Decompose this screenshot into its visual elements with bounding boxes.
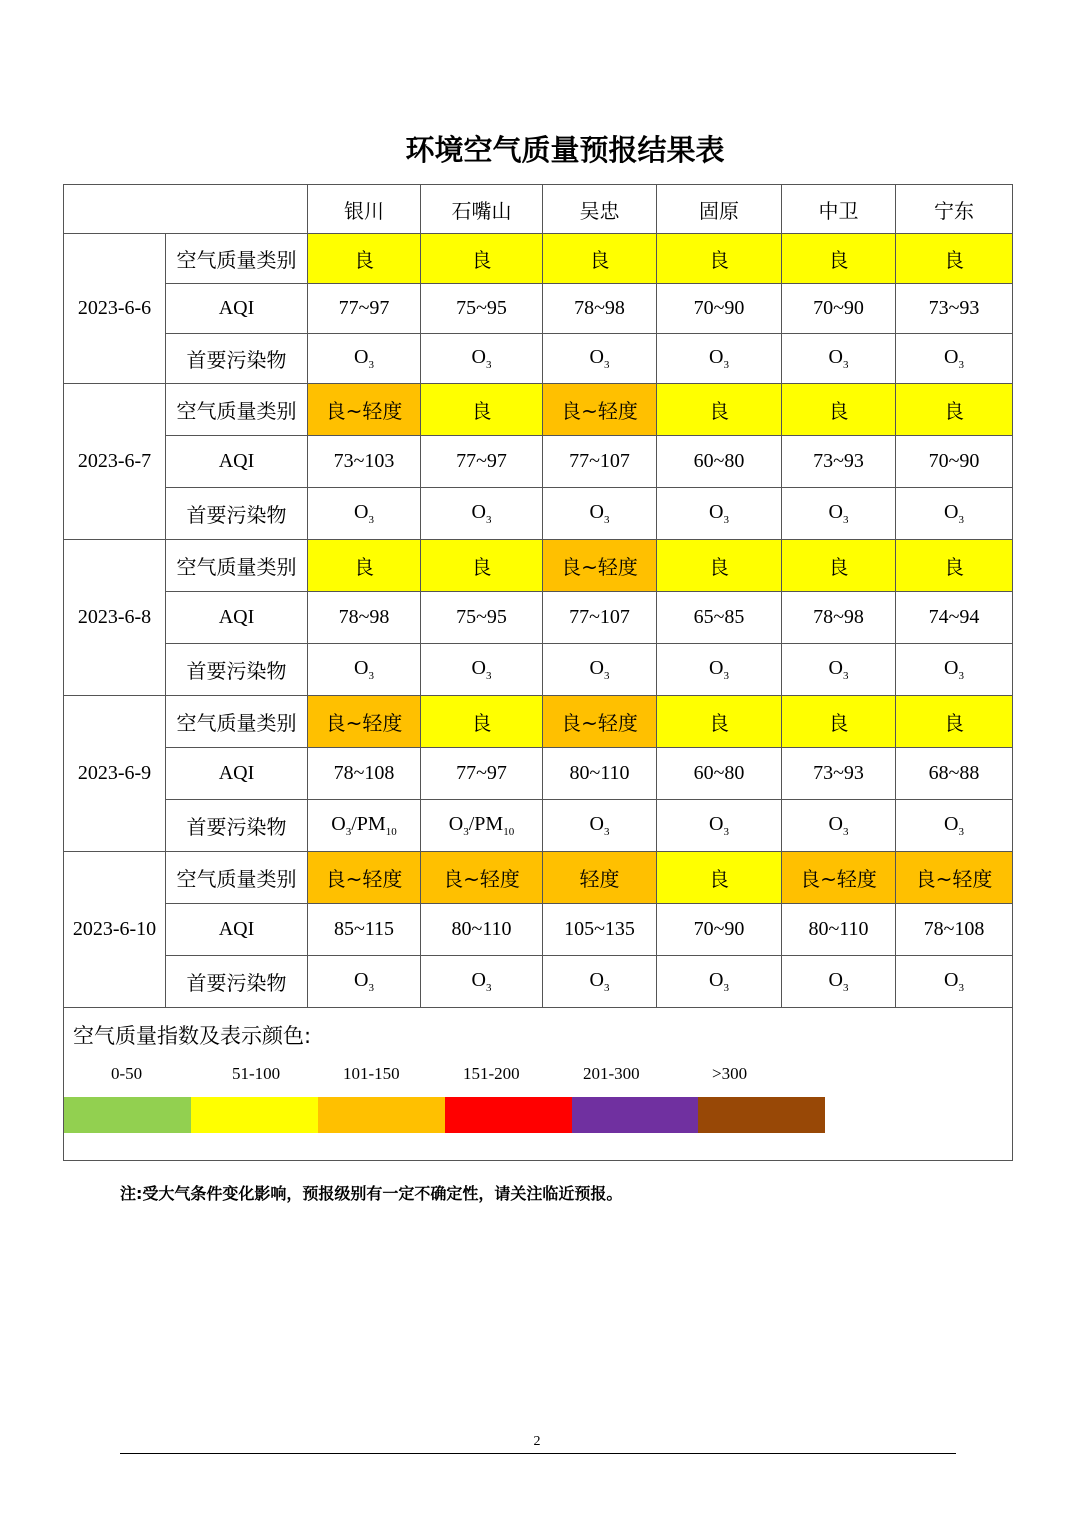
pollutant-main: O: [354, 969, 369, 991]
category-cell: 良~轻度: [543, 696, 657, 748]
aqi-cell: 78~108: [896, 904, 1013, 956]
legend-color-swatch: [191, 1097, 318, 1133]
forecast-row-category: [64, 234, 1013, 284]
pollutant-sub: 3: [958, 826, 964, 838]
pollutant-sub: 3: [842, 670, 849, 682]
pollutant-cell: [543, 488, 657, 540]
category-cell: 良: [896, 540, 1013, 592]
pollutant-cell: [782, 800, 896, 852]
pollutant-sub: 3: [485, 359, 492, 371]
forecast-table: [63, 184, 1013, 1161]
category-cell: 良: [782, 384, 896, 436]
pollutant-sub: 3: [368, 670, 374, 682]
page-title: 环境空气质量预报结果表: [405, 133, 725, 167]
forecast-row-aqi: [64, 748, 1013, 800]
pollutant-main: O: [709, 501, 724, 523]
aqi-cell: 78~98: [308, 592, 421, 644]
category-cell: 良: [782, 234, 896, 284]
pollutant-sub: 3: [603, 826, 610, 838]
pollutant-sub: 3: [842, 982, 849, 994]
pollutant-cell: [421, 800, 543, 852]
pollutant-sub: 3: [958, 514, 964, 526]
forecast-date: 2023-6-6: [64, 234, 166, 384]
pollutant-cell: [896, 334, 1013, 384]
forecast-row-pollutant: [64, 488, 1013, 540]
forecast-date: 2023-6-8: [64, 540, 166, 696]
legend-color-swatch: [572, 1097, 699, 1133]
aqi-cell: 75~95: [421, 284, 543, 334]
forecast-row-aqi: [64, 904, 1013, 956]
pollutant-main: O: [471, 501, 486, 523]
forecast-date: 2023-6-10: [64, 852, 166, 1008]
pollutant-cell: [896, 956, 1013, 1008]
aqi-cell: 65~85: [657, 592, 782, 644]
category-cell: 良: [896, 234, 1013, 284]
category-cell: 良: [782, 696, 896, 748]
forecast-date: 2023-6-9: [64, 696, 166, 852]
legend-range-label: >300: [712, 1064, 748, 1083]
aqi-cell: 77~97: [308, 284, 421, 334]
pollutant-sub: 3: [603, 514, 610, 526]
pollutant-main: O: [828, 969, 843, 991]
aqi-cell: 75~95: [421, 592, 543, 644]
pollutant-main: O: [589, 657, 604, 679]
pollutant-extra-sub: 10: [503, 826, 515, 838]
pollutant-cell: [421, 644, 543, 696]
pollutant-cell: [308, 956, 421, 1008]
legend-color-swatch: [318, 1097, 445, 1133]
city-header: 宁东: [896, 185, 1013, 234]
pollutant-cell: [896, 644, 1013, 696]
aqi-cell: 77~97: [421, 748, 543, 800]
legend-range-label: 101-150: [343, 1064, 400, 1083]
pollutant-sub: 3: [368, 359, 374, 371]
pollutant-cell: [543, 956, 657, 1008]
pollutant-sub: 3: [958, 670, 964, 682]
category-cell: 良: [782, 540, 896, 592]
forecast-row-pollutant: [64, 644, 1013, 696]
aqi-cell: 85~115: [308, 904, 421, 956]
pollutant-cell: [421, 956, 543, 1008]
category-cell: 良: [657, 696, 782, 748]
pollutant-sub: 3: [368, 514, 374, 526]
row-label-pollutant: 首要污染物: [166, 488, 308, 540]
pollutant-cell: [543, 334, 657, 384]
category-cell: 良~轻度: [543, 384, 657, 436]
aqi-cell: 68~88: [896, 748, 1013, 800]
row-label-category: 空气质量类别: [166, 234, 308, 284]
forecast-row-pollutant: [64, 800, 1013, 852]
legend-range-label: 201-300: [583, 1064, 640, 1083]
pollutant-sub: 3: [842, 826, 849, 838]
pollutant-cell: [896, 800, 1013, 852]
pollutant-cell: [308, 334, 421, 384]
aqi-cell: 73~93: [896, 284, 1013, 334]
pollutant-sub: 3: [723, 982, 729, 994]
aqi-cell: 80~110: [782, 904, 896, 956]
pollutant-sub: 3: [723, 826, 729, 838]
aqi-cell: 73~93: [782, 748, 896, 800]
forecast-row-aqi: [64, 592, 1013, 644]
pollutant-cell: [657, 334, 782, 384]
pollutant-cell: [657, 488, 782, 540]
pollutant-sub: 3: [463, 826, 469, 838]
pollutant-main: O: [709, 657, 724, 679]
pollutant-main: O: [589, 969, 604, 991]
aqi-cell: 70~90: [896, 436, 1013, 488]
pollutant-main: O: [471, 657, 486, 679]
row-label-pollutant: 首要污染物: [166, 800, 308, 852]
forecast-row-pollutant: [64, 956, 1013, 1008]
aqi-cell: 78~98: [543, 284, 657, 334]
category-cell: 良~轻度: [896, 852, 1013, 904]
row-label-pollutant: 首要污染物: [166, 334, 308, 384]
category-cell: 良: [421, 696, 543, 748]
pollutant-main: O: [354, 501, 369, 523]
pollutant-sub: 3: [603, 982, 610, 994]
pollutant-sub: 3: [958, 982, 964, 994]
header-corner: [64, 185, 308, 234]
forecast-note: 注:受大气条件变化影响，预报级别有一定不确定性，请关注临近预报。: [120, 1184, 623, 1203]
pollutant-cell: [421, 488, 543, 540]
city-header: 中卫: [782, 185, 896, 234]
pollutant-cell: [308, 644, 421, 696]
category-cell: 良: [896, 384, 1013, 436]
pollutant-main: O: [709, 969, 724, 991]
pollutant-cell: [543, 644, 657, 696]
row-label-category: 空气质量类别: [166, 384, 308, 436]
row-label-aqi: AQI: [166, 748, 308, 800]
pollutant-cell: [657, 644, 782, 696]
legend-range-label: 0-50: [111, 1064, 143, 1083]
category-cell: 良: [896, 696, 1013, 748]
forecast-row-category: [64, 384, 1013, 436]
legend-title: 空气质量指数及表示颜色:: [73, 1024, 312, 1048]
aqi-cell: 105~135: [543, 904, 657, 956]
pollutant-sub: 3: [368, 982, 374, 994]
aqi-cell: 70~90: [782, 284, 896, 334]
forecast-row-aqi: [64, 284, 1013, 334]
pollutant-extra: /PM: [468, 813, 504, 835]
row-label-aqi: AQI: [166, 436, 308, 488]
city-header: 吴忠: [543, 185, 657, 234]
category-cell: 良: [657, 852, 782, 904]
category-cell: 良: [308, 234, 421, 284]
forecast-row-category: [64, 696, 1013, 748]
pollutant-cell: [421, 334, 543, 384]
aqi-cell: 60~80: [657, 436, 782, 488]
forecast-row-pollutant: [64, 334, 1013, 384]
pollutant-sub: 3: [485, 514, 492, 526]
city-header: 石嘴山: [421, 185, 543, 234]
pollutant-main: O: [828, 813, 843, 835]
city-header: 银川: [308, 185, 421, 234]
pollutant-main: O: [589, 501, 604, 523]
pollutant-main: O: [944, 501, 959, 523]
pollutant-sub: 3: [842, 514, 849, 526]
pollutant-extra: /PM: [351, 813, 386, 835]
category-cell: 良~轻度: [308, 852, 421, 904]
aqi-cell: 74~94: [896, 592, 1013, 644]
pollutant-sub: 3: [345, 826, 352, 838]
aqi-cell: 77~107: [543, 592, 657, 644]
pollutant-main: O: [944, 969, 959, 991]
pollutant-main: O: [828, 346, 843, 368]
legend-color-swatch: [64, 1097, 191, 1133]
pollutant-main: O: [471, 346, 486, 368]
category-cell: 良: [421, 540, 543, 592]
pollutant-main: O: [828, 657, 843, 679]
aqi-cell: 80~110: [543, 748, 657, 800]
pollutant-extra-sub: 10: [385, 826, 397, 838]
pollutant-main: O: [331, 813, 346, 835]
row-label-category: 空气质量类别: [166, 540, 308, 592]
pollutant-main: O: [709, 346, 724, 368]
row-label-category: 空气质量类别: [166, 696, 308, 748]
forecast-row-category: [64, 852, 1013, 904]
row-label-category: 空气质量类别: [166, 852, 308, 904]
pollutant-main: O: [944, 813, 959, 835]
pollutant-sub: 3: [723, 670, 729, 682]
pollutant-main: O: [828, 501, 843, 523]
aqi-cell: 60~80: [657, 748, 782, 800]
pollutant-main: O: [354, 657, 369, 679]
category-cell: 良: [421, 234, 543, 284]
pollutant-cell: [657, 956, 782, 1008]
aqi-cell: 70~90: [657, 904, 782, 956]
category-cell: 良: [657, 540, 782, 592]
pollutant-main: O: [589, 813, 604, 835]
category-cell: 良~轻度: [308, 384, 421, 436]
pollutant-main: O: [354, 346, 369, 368]
city-header: 固原: [657, 185, 782, 234]
legend-color-swatch: [698, 1097, 825, 1133]
pollutant-main: O: [709, 813, 724, 835]
pollutant-sub: 3: [842, 359, 849, 371]
category-cell: 良: [657, 384, 782, 436]
legend-range-label: 151-200: [463, 1064, 520, 1083]
pollutant-sub: 3: [603, 359, 610, 371]
forecast-date: 2023-6-7: [64, 384, 166, 540]
header-row: [64, 185, 1013, 234]
aqi-cell: 73~103: [308, 436, 421, 488]
row-label-aqi: AQI: [166, 904, 308, 956]
row-label-pollutant: 首要污染物: [166, 644, 308, 696]
row-label-aqi: AQI: [166, 284, 308, 334]
pollutant-main: O: [471, 969, 486, 991]
category-cell: 良~轻度: [421, 852, 543, 904]
aqi-cell: 70~90: [657, 284, 782, 334]
pollutant-main: O: [944, 657, 959, 679]
pollutant-sub: 3: [723, 514, 729, 526]
pollutant-cell: [657, 800, 782, 852]
legend-color-swatch: [445, 1097, 572, 1133]
pollutant-cell: [308, 488, 421, 540]
legend-range-label: 51-100: [232, 1064, 281, 1083]
category-cell: 良~轻度: [543, 540, 657, 592]
category-cell: 轻度: [543, 852, 657, 904]
category-cell: 良: [421, 384, 543, 436]
aqi-cell: 80~110: [421, 904, 543, 956]
pollutant-cell: [896, 488, 1013, 540]
pollutant-sub: 3: [723, 359, 729, 371]
aqi-cell: 77~107: [543, 436, 657, 488]
pollutant-main: O: [448, 813, 464, 835]
footer-divider: [120, 1453, 956, 1454]
aqi-cell: 78~98: [782, 592, 896, 644]
forecast-row-category: [64, 540, 1013, 592]
pollutant-cell: [308, 800, 421, 852]
category-cell: 良: [308, 540, 421, 592]
category-cell: 良~轻度: [308, 696, 421, 748]
row-label-pollutant: 首要污染物: [166, 956, 308, 1008]
aqi-legend: [64, 1008, 1013, 1161]
pollutant-sub: 3: [485, 982, 492, 994]
pollutant-main: O: [589, 346, 604, 368]
pollutant-sub: 3: [603, 670, 610, 682]
page-number: 2: [533, 1434, 541, 1449]
pollutant-main: O: [944, 346, 959, 368]
aqi-cell: 73~93: [782, 436, 896, 488]
aqi-cell: 77~97: [421, 436, 543, 488]
pollutant-cell: [782, 334, 896, 384]
pollutant-cell: [543, 800, 657, 852]
pollutant-cell: [782, 488, 896, 540]
pollutant-cell: [782, 644, 896, 696]
category-cell: 良~轻度: [782, 852, 896, 904]
category-cell: 良: [543, 234, 657, 284]
aqi-cell: 78~108: [308, 748, 421, 800]
row-label-aqi: AQI: [166, 592, 308, 644]
pollutant-sub: 3: [958, 359, 964, 371]
forecast-row-aqi: [64, 436, 1013, 488]
category-cell: 良: [657, 234, 782, 284]
pollutant-sub: 3: [485, 670, 492, 682]
pollutant-cell: [782, 956, 896, 1008]
